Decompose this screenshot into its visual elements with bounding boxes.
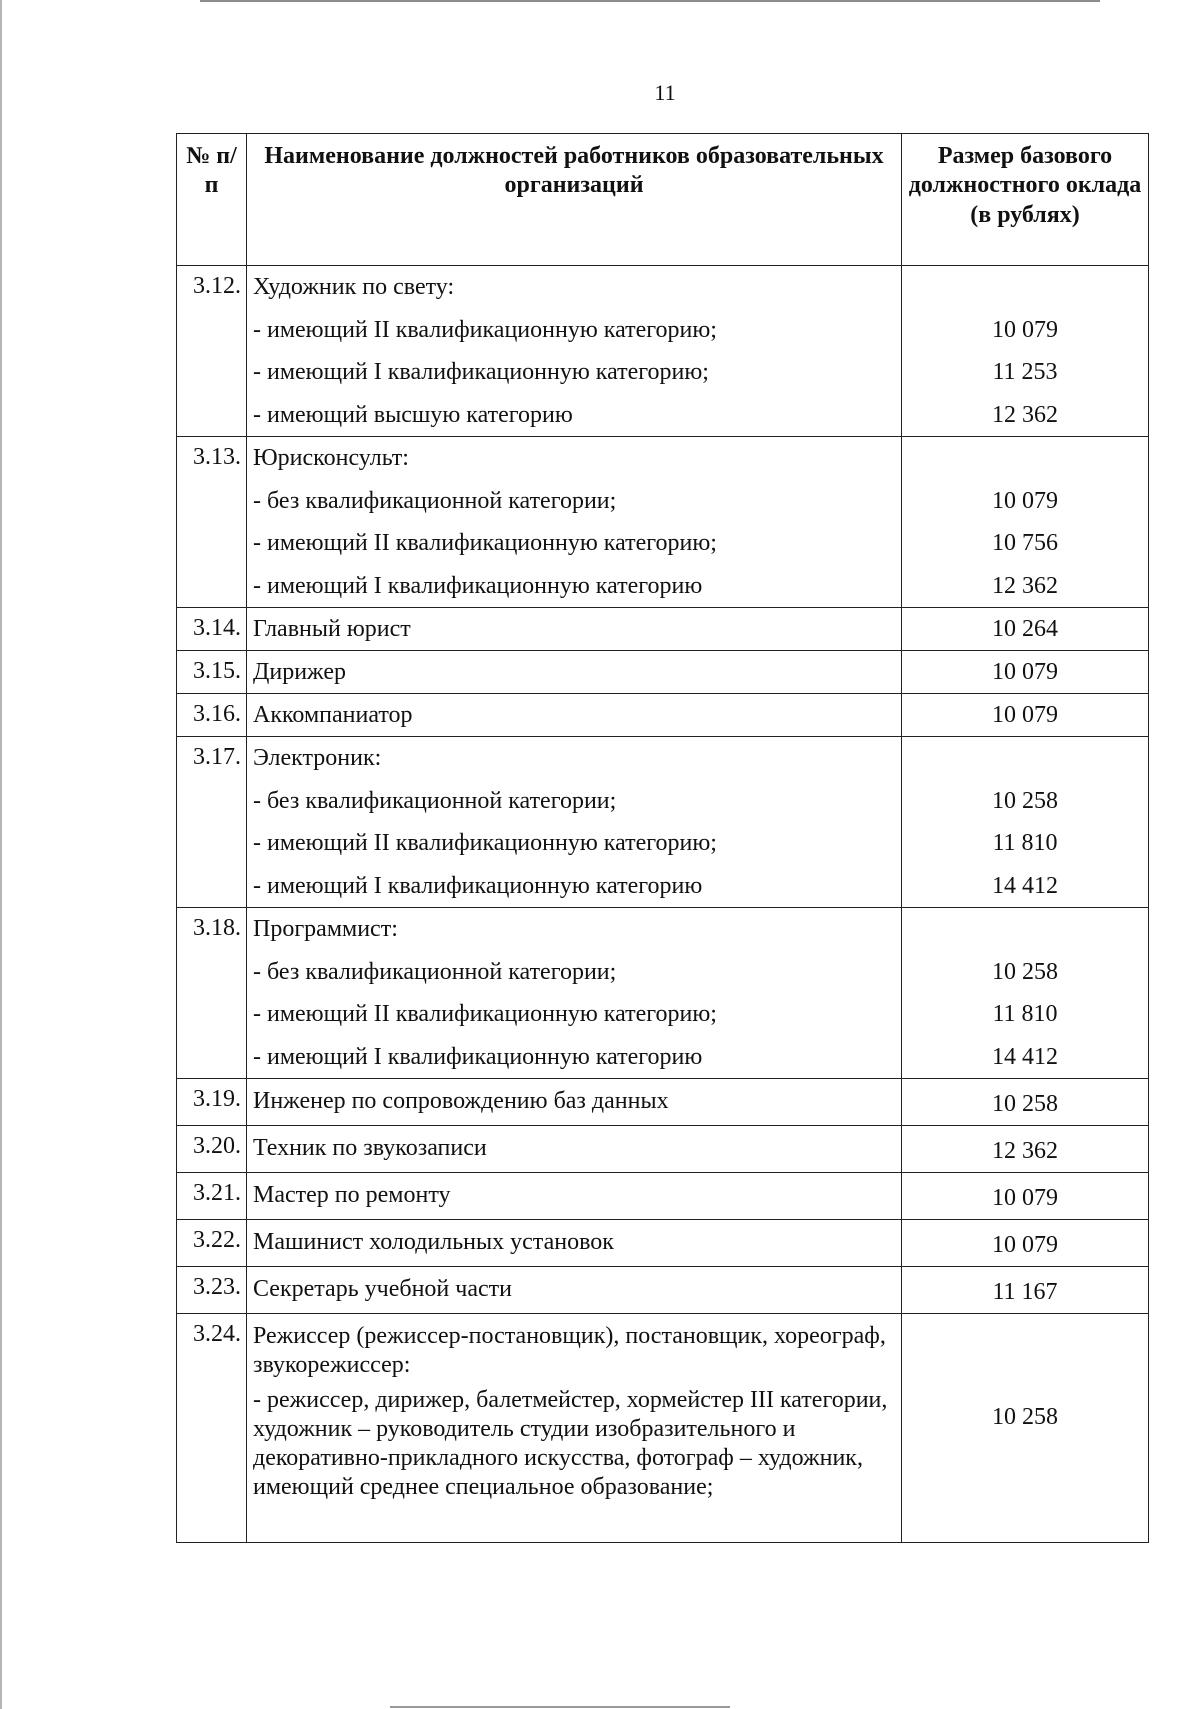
row-name-cell: [247, 1126, 902, 1173]
row-name-cell: [247, 694, 902, 737]
row-salary-cell: [902, 1267, 1149, 1314]
row-number: 3.14.: [177, 608, 247, 651]
table-row: [177, 694, 1149, 737]
row-number: 3.15.: [177, 651, 247, 694]
row-name-cell: [247, 1220, 902, 1267]
row-name-cell: [247, 1267, 902, 1314]
row-title: Мастер по ремонту: [253, 1182, 451, 1208]
row-item-label: - имеющий II квалификационную категорию;: [253, 1001, 717, 1027]
table-row: [177, 651, 1149, 694]
row-number: 3.21.: [177, 1173, 247, 1220]
row-item-label: - режиссер, дирижер, балетмейстер, хормейстер III категории, художник – руководитель студии изобразительного и декоративно-прикладного искусства, фотограф – художник, имеющий среднее специальное образование;: [253, 1387, 888, 1500]
row-number: 3.24.: [177, 1314, 247, 1543]
row-title: Техник по звукозаписи: [253, 1135, 487, 1161]
row-salary-cell: [902, 266, 1149, 437]
row-number: 3.12.: [177, 266, 247, 437]
table-header-row: [177, 134, 1149, 266]
row-salary: 10 079: [992, 702, 1058, 728]
row-item-salary: 10 258: [992, 1404, 1058, 1430]
row-salary: 10 079: [992, 1232, 1058, 1258]
row-salary-cell: [902, 1126, 1149, 1173]
table-row: [177, 1126, 1149, 1173]
row-salary-cell: [902, 694, 1149, 737]
row-title: Аккомпаниатор: [253, 702, 413, 728]
table-row: [177, 608, 1149, 651]
row-item-salary: 10 258: [992, 787, 1058, 814]
row-salary: 11 167: [992, 1279, 1058, 1305]
row-salary-cell: [902, 1314, 1149, 1543]
row-item-salary: 12 362: [992, 572, 1058, 599]
row-salary-cell: [902, 1220, 1149, 1267]
row-number: 3.17.: [177, 737, 247, 908]
header-name: Наименование должностей работников образовательных организаций: [247, 134, 902, 266]
row-name-cell: [247, 1173, 902, 1220]
row-item-label: - имеющий высшую категорию: [253, 401, 573, 428]
scan-edge-bottom: [390, 1706, 730, 1708]
table-row: [177, 1173, 1149, 1220]
row-name-cell: [247, 1314, 902, 1543]
table-row: [177, 737, 1149, 908]
row-name-cell: [247, 1079, 902, 1126]
table-row: [177, 1314, 1149, 1543]
header-salary: Размер базового должностного оклада (в рублях): [902, 134, 1149, 266]
row-salary: 10 264: [992, 616, 1058, 642]
table-row: [177, 437, 1149, 608]
row-number: 3.18.: [177, 908, 247, 1079]
row-number: 3.20.: [177, 1126, 247, 1173]
row-number: 3.16.: [177, 694, 247, 737]
table-row: [177, 1079, 1149, 1126]
row-item-salary: 10 756: [992, 530, 1058, 556]
salary-table: [176, 133, 1149, 1543]
row-item-label: - имеющий II квалификационную категорию;: [253, 316, 717, 343]
row-item-label: - имеющий I квалификационную категорию: [253, 1043, 703, 1070]
page-number: 11: [654, 80, 676, 105]
row-salary: 10 258: [992, 1091, 1058, 1117]
row-salary-cell: [902, 608, 1149, 651]
table-row: [177, 1220, 1149, 1267]
row-name-cell: [247, 437, 902, 608]
table-row: [177, 1267, 1149, 1314]
row-name-cell: [247, 266, 902, 437]
row-salary-cell: [902, 651, 1149, 694]
scan-edge-top: [200, 0, 1100, 2]
row-title: Инженер по сопровождению баз данных: [253, 1088, 669, 1114]
row-title: Художник по свету:: [253, 274, 455, 300]
row-salary: 12 362: [992, 1138, 1058, 1164]
row-title: Программист:: [253, 916, 398, 942]
row-salary-cell: [902, 1173, 1149, 1220]
table-row: [177, 266, 1149, 437]
row-item-salary: 11 810: [992, 1001, 1058, 1027]
row-item-salary: 11 253: [992, 359, 1058, 385]
row-title: Дирижер: [253, 659, 346, 685]
row-item-salary: 10 079: [992, 316, 1058, 343]
row-number: 3.13.: [177, 437, 247, 608]
row-title: Электроник:: [253, 745, 382, 771]
row-name-cell: [247, 737, 902, 908]
row-salary-cell: [902, 737, 1149, 908]
row-item-salary: 14 412: [992, 872, 1058, 899]
row-title: Секретарь учебной части: [253, 1276, 512, 1302]
row-item-label: - имеющий I квалификационную категорию: [253, 872, 703, 899]
row-name-cell: [247, 651, 902, 694]
row-name-cell: [247, 608, 902, 651]
row-item-salary: 10 258: [992, 958, 1058, 985]
row-item-label: - имеющий II квалификационную категорию;: [253, 530, 717, 556]
row-title: Машинист холодильных установок: [253, 1229, 614, 1255]
row-item-salary: 11 810: [992, 830, 1058, 856]
table-row: [177, 908, 1149, 1079]
row-number: 3.23.: [177, 1267, 247, 1314]
row-item-label: - имеющий I квалификационную категорию: [253, 572, 703, 599]
row-salary-cell: [902, 1079, 1149, 1126]
row-number: 3.19.: [177, 1079, 247, 1126]
row-salary-cell: [902, 437, 1149, 608]
row-title: Главный юрист: [253, 616, 411, 642]
row-name-cell: [247, 908, 902, 1079]
row-item-salary: 12 362: [992, 401, 1058, 428]
row-item-label: - без квалификационной категории;: [253, 958, 617, 985]
row-title: Юрисконсульт:: [253, 445, 409, 471]
row-item-salary: 10 079: [992, 487, 1058, 514]
row-number: 3.22.: [177, 1220, 247, 1267]
row-title: Режиссер (режиссер-постановщик), постановщик, хореограф, звукорежиссер:: [253, 1323, 886, 1378]
row-item-label: - имеющий II квалификационную категорию;: [253, 830, 717, 856]
row-salary: 10 079: [992, 1185, 1058, 1211]
row-salary: 10 079: [992, 659, 1058, 685]
scan-edge-left: [0, 0, 2, 1709]
row-salary-cell: [902, 908, 1149, 1079]
row-item-label: - имеющий I квалификационную категорию;: [253, 359, 709, 385]
header-number: № п/п: [177, 134, 247, 266]
row-item-salary: 14 412: [992, 1043, 1058, 1070]
row-item-label: - без квалификационной категории;: [253, 487, 617, 514]
row-item-label: - без квалификационной категории;: [253, 787, 617, 814]
